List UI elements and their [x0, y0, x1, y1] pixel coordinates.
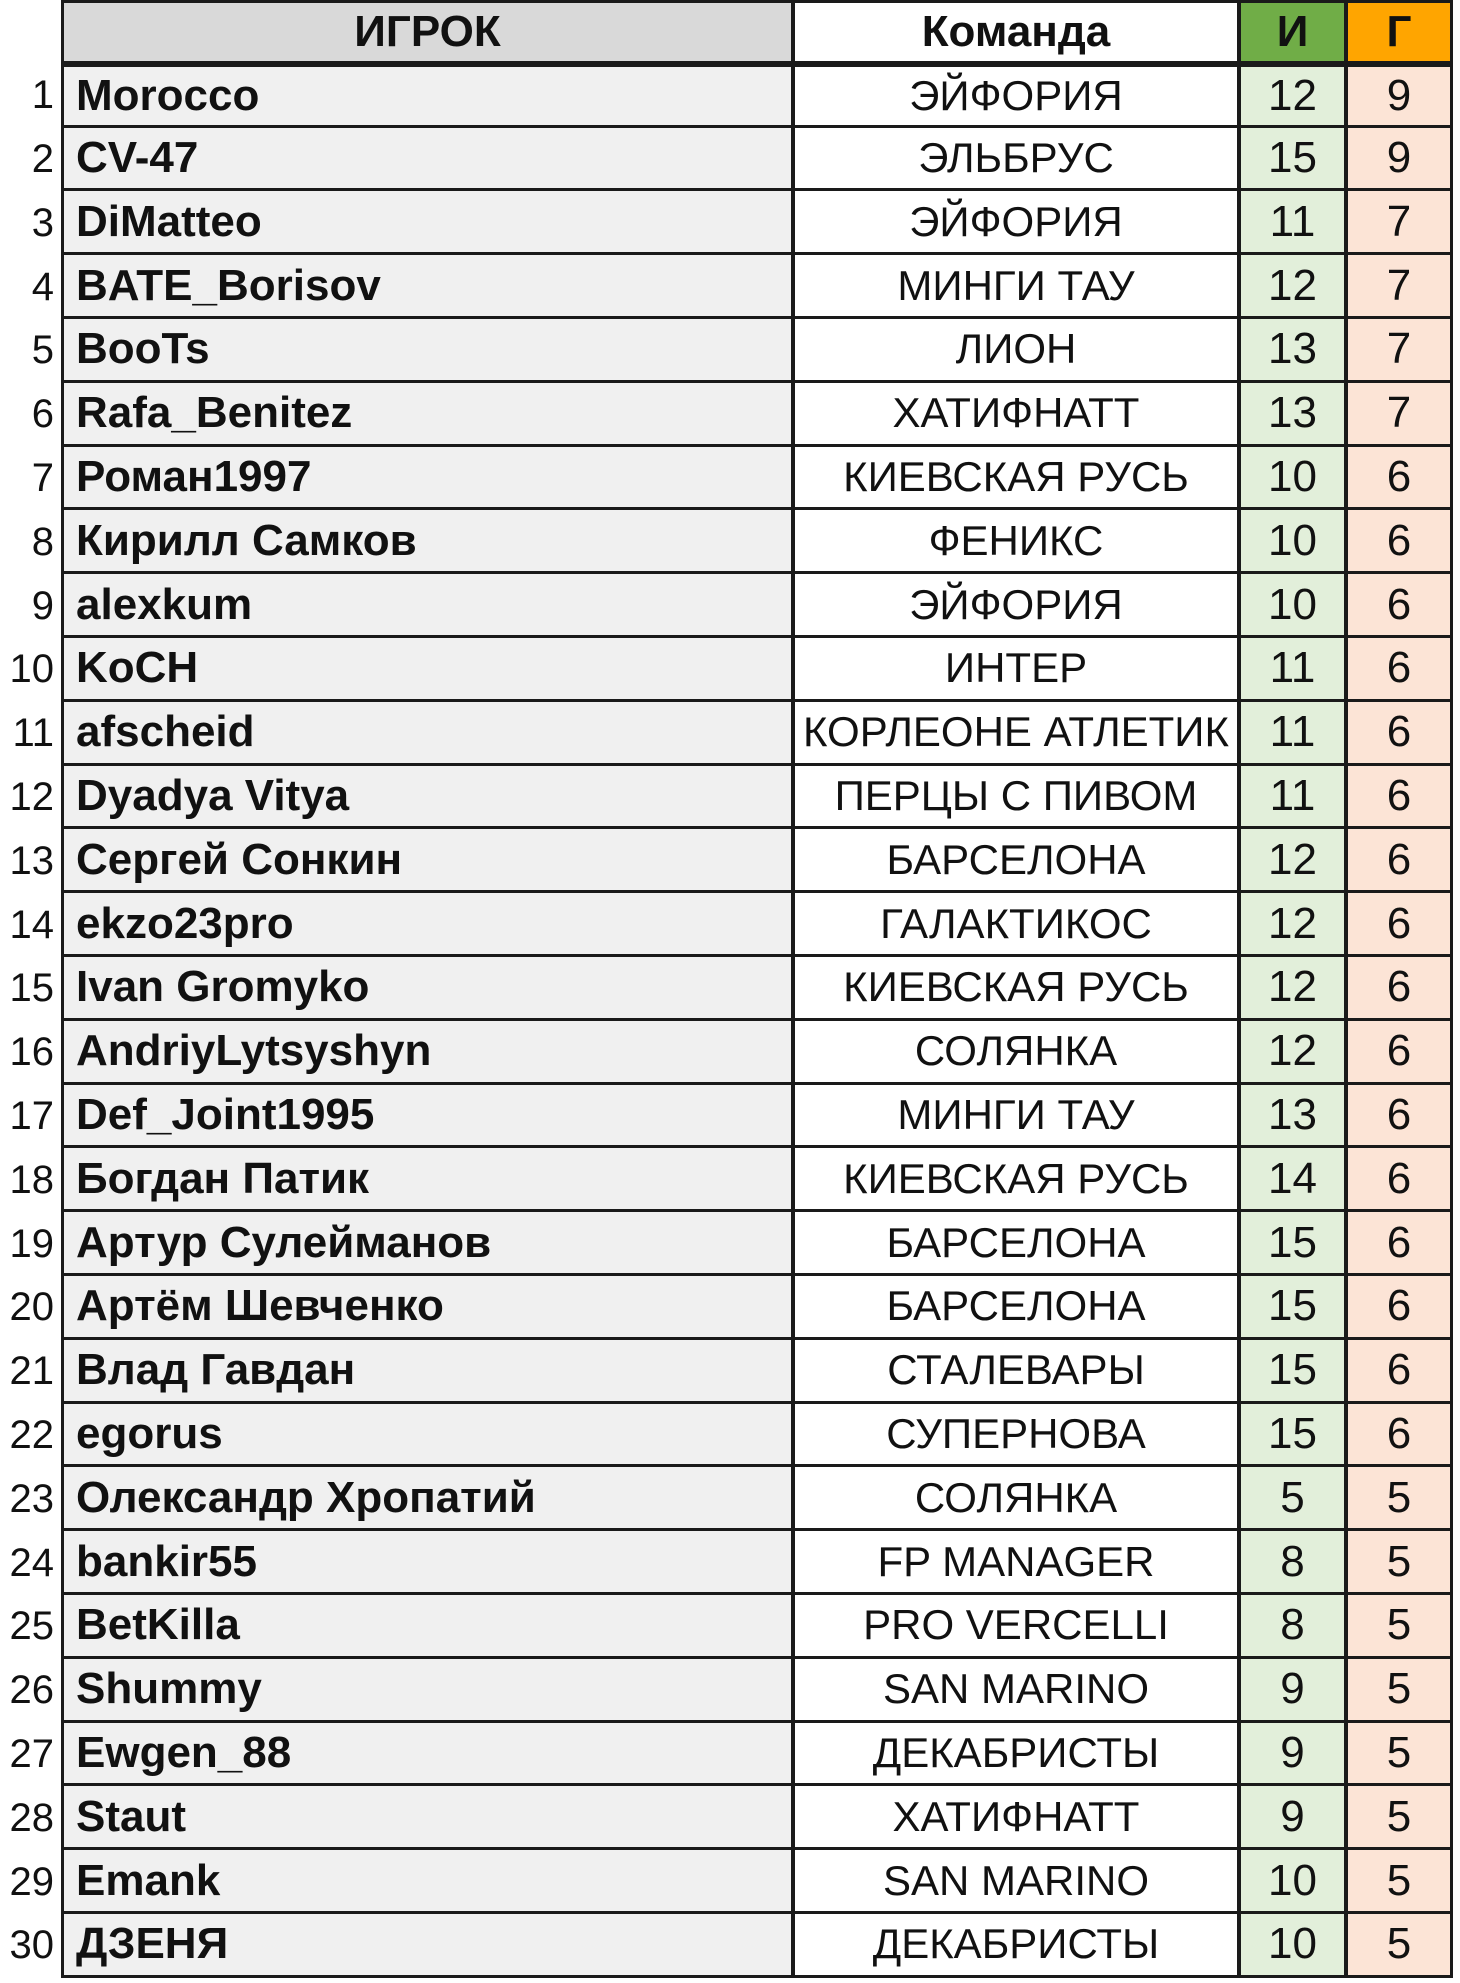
player-name-cell: egorus: [61, 1404, 793, 1468]
games-played-cell: 15: [1239, 1212, 1346, 1276]
table-row: [0, 128, 1460, 192]
goals-cell: 6: [1346, 766, 1453, 830]
player-name-cell: Staut: [61, 1786, 793, 1850]
table-row: [0, 702, 1460, 766]
rank-cell: 13: [0, 829, 58, 893]
table-row: [0, 1850, 1460, 1914]
team-name-cell: ХАТИФНАТТ: [793, 1786, 1239, 1850]
games-played-cell: 12: [1239, 829, 1346, 893]
player-name-cell: Кирилл Самков: [61, 510, 793, 574]
games-played-cell: 11: [1239, 766, 1346, 830]
goals-cell: 5: [1346, 1850, 1453, 1914]
player-name-cell: Сергей Сонкин: [61, 829, 793, 893]
player-name-cell: Morocco: [61, 64, 793, 128]
table-row: [0, 510, 1460, 574]
table-row: [0, 1595, 1460, 1659]
rank-cell: 1: [0, 64, 58, 128]
rank-cell: 11: [0, 702, 58, 766]
team-name-cell: ХАТИФНАТТ: [793, 383, 1239, 447]
rank-cell: 12: [0, 766, 58, 830]
games-played-cell: 8: [1239, 1595, 1346, 1659]
goals-cell: 5: [1346, 1659, 1453, 1723]
team-name-cell: КИЕВСКАЯ РУСЬ: [793, 1148, 1239, 1212]
rank-cell: 18: [0, 1148, 58, 1212]
games-played-cell: 9: [1239, 1659, 1346, 1723]
table-row: [0, 1340, 1460, 1404]
team-name-cell: СОЛЯНКА: [793, 1021, 1239, 1085]
rank-cell: 7: [0, 447, 58, 511]
games-played-cell: 15: [1239, 1404, 1346, 1468]
rank-cell: 29: [0, 1850, 58, 1914]
team-name-cell: СОЛЯНКА: [793, 1467, 1239, 1531]
player-name-cell: DiMatteo: [61, 191, 793, 255]
player-name-cell: CV-47: [61, 128, 793, 192]
goals-cell: 5: [1346, 1467, 1453, 1531]
goals-cell: 6: [1346, 1085, 1453, 1149]
rank-cell: 30: [0, 1914, 58, 1978]
goals-cell: 5: [1346, 1595, 1453, 1659]
player-name-cell: bankir55: [61, 1531, 793, 1595]
player-name-cell: BetKilla: [61, 1595, 793, 1659]
table-row: [0, 191, 1460, 255]
goals-cell: 6: [1346, 1148, 1453, 1212]
team-name-cell: PRO VERCELLI: [793, 1595, 1239, 1659]
player-name-cell: BooTs: [61, 319, 793, 383]
table-row: [0, 64, 1460, 128]
rank-cell: 17: [0, 1085, 58, 1149]
table-row: [0, 1914, 1460, 1978]
table-row: [0, 383, 1460, 447]
goals-cell: 6: [1346, 1021, 1453, 1085]
team-name-cell: ЭЙФОРИЯ: [793, 191, 1239, 255]
player-name-cell: Артём Шевченко: [61, 1276, 793, 1340]
goals-cell: 7: [1346, 191, 1453, 255]
goals-cell: 6: [1346, 510, 1453, 574]
rank-cell: 9: [0, 574, 58, 638]
goals-column-header: Г: [1346, 0, 1453, 64]
table-row: [0, 1276, 1460, 1340]
player-name-cell: KoCH: [61, 638, 793, 702]
goals-cell: 5: [1346, 1723, 1453, 1787]
games-column-header: И: [1239, 0, 1346, 64]
games-played-cell: 9: [1239, 1723, 1346, 1787]
table-row: [0, 1212, 1460, 1276]
games-played-cell: 13: [1239, 319, 1346, 383]
games-played-cell: 15: [1239, 1276, 1346, 1340]
goals-cell: 6: [1346, 1276, 1453, 1340]
games-played-cell: 12: [1239, 255, 1346, 319]
goals-cell: 6: [1346, 1212, 1453, 1276]
team-name-cell: ЭЙФОРИЯ: [793, 64, 1239, 128]
games-played-cell: 12: [1239, 1021, 1346, 1085]
player-name-cell: Ewgen_88: [61, 1723, 793, 1787]
games-played-cell: 15: [1239, 1340, 1346, 1404]
games-played-cell: 12: [1239, 893, 1346, 957]
player-name-cell: Артур Сулейманов: [61, 1212, 793, 1276]
rank-cell: 28: [0, 1786, 58, 1850]
team-name-cell: КИЕВСКАЯ РУСЬ: [793, 957, 1239, 1021]
table-row: [0, 1085, 1460, 1149]
goals-cell: 9: [1346, 128, 1453, 192]
rank-cell: 27: [0, 1723, 58, 1787]
table-row: [0, 638, 1460, 702]
team-name-cell: FP MANAGER: [793, 1531, 1239, 1595]
games-played-cell: 5: [1239, 1467, 1346, 1531]
team-name-cell: КИЕВСКАЯ РУСЬ: [793, 447, 1239, 511]
table-row: [0, 319, 1460, 383]
games-played-cell: 9: [1239, 1786, 1346, 1850]
rank-cell: 19: [0, 1212, 58, 1276]
goals-cell: 7: [1346, 319, 1453, 383]
goals-cell: 7: [1346, 255, 1453, 319]
team-name-cell: ДЕКАБРИСТЫ: [793, 1914, 1239, 1978]
rank-cell: 8: [0, 510, 58, 574]
games-played-cell: 11: [1239, 191, 1346, 255]
games-played-cell: 10: [1239, 1850, 1346, 1914]
team-name-cell: БАРСЕЛОНА: [793, 1212, 1239, 1276]
table-row: [0, 447, 1460, 511]
player-name-cell: afscheid: [61, 702, 793, 766]
player-name-cell: Def_Joint1995: [61, 1085, 793, 1149]
goals-cell: 6: [1346, 574, 1453, 638]
games-played-cell: 15: [1239, 128, 1346, 192]
team-name-cell: ЭЛЬБРУС: [793, 128, 1239, 192]
player-name-cell: Dyadya Vitya: [61, 766, 793, 830]
table-row: [0, 766, 1460, 830]
team-name-cell: БАРСЕЛОНА: [793, 1276, 1239, 1340]
team-name-cell: ЛИОН: [793, 319, 1239, 383]
team-name-cell: ГАЛАКТИКОС: [793, 893, 1239, 957]
games-played-cell: 12: [1239, 64, 1346, 128]
goals-cell: 6: [1346, 893, 1453, 957]
goals-cell: 6: [1346, 1404, 1453, 1468]
team-name-cell: SAN MARINO: [793, 1850, 1239, 1914]
table-row: [0, 829, 1460, 893]
games-played-cell: 11: [1239, 702, 1346, 766]
games-played-cell: 8: [1239, 1531, 1346, 1595]
player-name-cell: Ivan Gromyko: [61, 957, 793, 1021]
games-played-cell: 10: [1239, 447, 1346, 511]
player-column-header: ИГРОК: [61, 0, 793, 64]
goals-cell: 9: [1346, 64, 1453, 128]
team-name-cell: КОРЛЕОНЕ АТЛЕТИК: [793, 702, 1239, 766]
table-row: [0, 255, 1460, 319]
rank-cell: 20: [0, 1276, 58, 1340]
rank-cell: 22: [0, 1404, 58, 1468]
rank-cell: 24: [0, 1531, 58, 1595]
player-name-cell: AndriyLytsyshyn: [61, 1021, 793, 1085]
goals-cell: 6: [1346, 957, 1453, 1021]
team-name-cell: СТАЛЕВАРЫ: [793, 1340, 1239, 1404]
player-name-cell: Rafa_Benitez: [61, 383, 793, 447]
goals-cell: 6: [1346, 1340, 1453, 1404]
rank-cell: 6: [0, 383, 58, 447]
goals-cell: 6: [1346, 829, 1453, 893]
games-played-cell: 11: [1239, 638, 1346, 702]
player-name-cell: ДЗЕНЯ: [61, 1914, 793, 1978]
header-row: [0, 0, 1460, 64]
team-name-cell: ЭЙФОРИЯ: [793, 574, 1239, 638]
rank-cell: 4: [0, 255, 58, 319]
games-played-cell: 14: [1239, 1148, 1346, 1212]
team-name-cell: МИНГИ ТАУ: [793, 1085, 1239, 1149]
table-row: [0, 1786, 1460, 1850]
goals-cell: 6: [1346, 702, 1453, 766]
team-name-cell: БАРСЕЛОНА: [793, 829, 1239, 893]
goals-cell: 7: [1346, 383, 1453, 447]
table-row: [0, 893, 1460, 957]
player-name-cell: alexkum: [61, 574, 793, 638]
team-column-header: Команда: [793, 0, 1239, 64]
player-name-cell: Роман1997: [61, 447, 793, 511]
table-row: [0, 957, 1460, 1021]
player-name-cell: Олександр Хропатий: [61, 1467, 793, 1531]
rank-cell: 21: [0, 1340, 58, 1404]
goals-cell: 5: [1346, 1531, 1453, 1595]
rank-cell: 14: [0, 893, 58, 957]
team-name-cell: СУПЕРНОВА: [793, 1404, 1239, 1468]
rank-cell: 16: [0, 1021, 58, 1085]
rank-cell: 5: [0, 319, 58, 383]
table-row: [0, 1148, 1460, 1212]
rank-header: [0, 0, 58, 64]
team-name-cell: SAN MARINO: [793, 1659, 1239, 1723]
games-played-cell: 10: [1239, 574, 1346, 638]
player-name-cell: ekzo23pro: [61, 893, 793, 957]
games-played-cell: 10: [1239, 510, 1346, 574]
table-row: [0, 1467, 1460, 1531]
player-name-cell: BATE_Borisov: [61, 255, 793, 319]
table-row: [0, 574, 1460, 638]
player-name-cell: Shummy: [61, 1659, 793, 1723]
table-row: [0, 1723, 1460, 1787]
team-name-cell: ДЕКАБРИСТЫ: [793, 1723, 1239, 1787]
goals-cell: 5: [1346, 1786, 1453, 1850]
games-played-cell: 12: [1239, 957, 1346, 1021]
goals-cell: 6: [1346, 447, 1453, 511]
table-row: [0, 1531, 1460, 1595]
table-row: [0, 1404, 1460, 1468]
goals-cell: 6: [1346, 638, 1453, 702]
rank-cell: 23: [0, 1467, 58, 1531]
rank-cell: 2: [0, 128, 58, 192]
rank-cell: 26: [0, 1659, 58, 1723]
team-name-cell: ПЕРЦЫ С ПИВОМ: [793, 766, 1239, 830]
games-played-cell: 10: [1239, 1914, 1346, 1978]
team-name-cell: ИНТЕР: [793, 638, 1239, 702]
rank-cell: 15: [0, 957, 58, 1021]
rank-cell: 3: [0, 191, 58, 255]
goals-cell: 5: [1346, 1914, 1453, 1978]
player-name-cell: Emank: [61, 1850, 793, 1914]
team-name-cell: ФЕНИКС: [793, 510, 1239, 574]
games-played-cell: 13: [1239, 383, 1346, 447]
table-row: [0, 1021, 1460, 1085]
rank-cell: 25: [0, 1595, 58, 1659]
team-name-cell: МИНГИ ТАУ: [793, 255, 1239, 319]
player-name-cell: Богдан Патик: [61, 1148, 793, 1212]
table-row: [0, 1659, 1460, 1723]
games-played-cell: 13: [1239, 1085, 1346, 1149]
player-name-cell: Влад Гавдан: [61, 1340, 793, 1404]
rank-cell: 10: [0, 638, 58, 702]
